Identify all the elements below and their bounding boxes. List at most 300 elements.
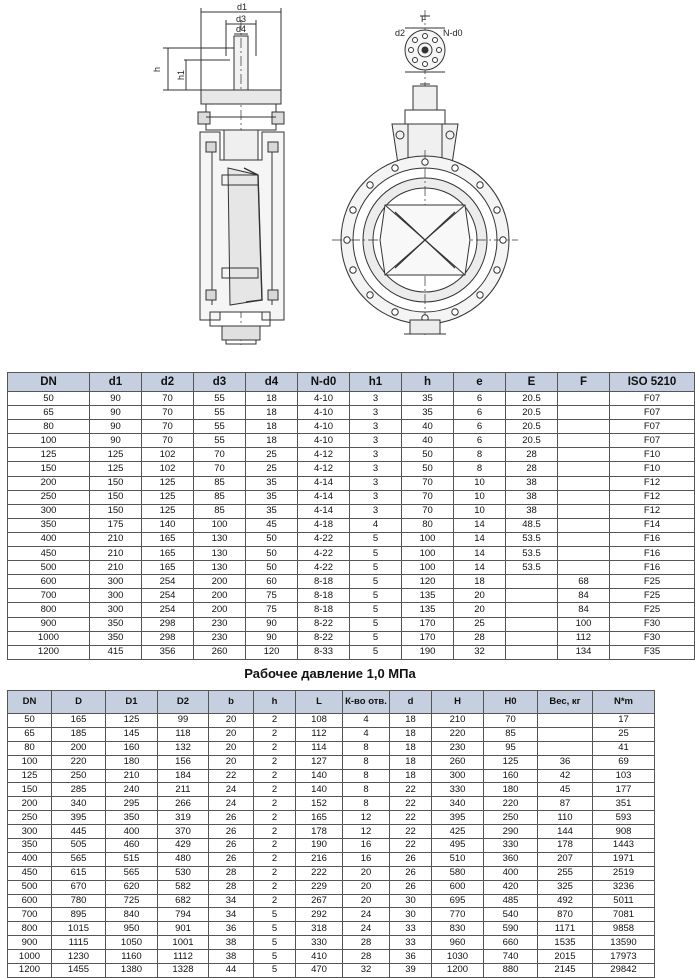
table-cell: 565 (106, 866, 158, 880)
table-row (8, 950, 655, 964)
table-cell: 25 (246, 462, 298, 476)
table-cell: 53.5 (506, 561, 558, 575)
table-row (8, 811, 655, 825)
table-cell: 2 (254, 866, 296, 880)
table1-header-cell: e (454, 373, 506, 392)
table-cell: 350 (90, 631, 142, 645)
table-cell: 178 (296, 825, 343, 839)
table-cell: 10 (454, 476, 506, 490)
table-cell: 24 (343, 908, 390, 922)
table-cell: 8-22 (298, 631, 350, 645)
table-cell: 90 (90, 434, 142, 448)
table-cell: F07 (610, 420, 695, 434)
table-cell: 85 (194, 476, 246, 490)
table-row (8, 603, 695, 617)
table-cell: 960 (432, 936, 484, 950)
table-cell (558, 532, 610, 546)
table-cell: 25 (246, 448, 298, 462)
table-cell: 300 (8, 825, 52, 839)
table-row (8, 462, 695, 476)
table-cell: 40 (402, 420, 454, 434)
table-cell: 150 (8, 462, 90, 476)
table-cell: 300 (90, 603, 142, 617)
table-cell: 1443 (593, 839, 655, 853)
table-cell: 250 (8, 811, 52, 825)
table-cell: 770 (432, 908, 484, 922)
table1-header-cell: E (506, 373, 558, 392)
table-cell: 8-33 (298, 645, 350, 659)
table-cell: F10 (610, 462, 695, 476)
table-cell: 20 (454, 589, 506, 603)
table-cell: 230 (432, 741, 484, 755)
side-view (163, 8, 284, 345)
table-row (8, 908, 655, 922)
table-cell: 2 (254, 769, 296, 783)
table-row (8, 420, 695, 434)
table-cell: 350 (106, 811, 158, 825)
table-cell: 112 (296, 727, 343, 741)
front-view (332, 10, 518, 335)
table-cell: 360 (484, 852, 538, 866)
table-row (8, 880, 655, 894)
table-cell: 26 (390, 880, 432, 894)
table-cell: 240 (106, 783, 158, 797)
table-cell: 150 (8, 783, 52, 797)
table-cell: 300 (90, 575, 142, 589)
table-cell: 3 (350, 476, 402, 490)
table-cell: 682 (158, 894, 209, 908)
table-cell: 895 (52, 908, 106, 922)
table-cell: 2 (254, 714, 296, 728)
table-cell: 150 (90, 504, 142, 518)
table2-header-cell: b (209, 691, 254, 714)
table-cell: 120 (246, 645, 298, 659)
table-cell: 130 (194, 532, 246, 546)
table-cell: 1328 (158, 964, 209, 978)
table-cell: 100 (402, 532, 454, 546)
table1-header-cell: d3 (194, 373, 246, 392)
table-cell: 351 (593, 797, 655, 811)
table2-header-cell: Вес, кг (538, 691, 593, 714)
table-row (8, 894, 655, 908)
table-cell: 200 (52, 741, 106, 755)
table-cell: 510 (432, 852, 484, 866)
table-cell: 38 (506, 476, 558, 490)
table-cell: 26 (209, 852, 254, 866)
table-cell: 395 (52, 811, 106, 825)
table-cell: 340 (432, 797, 484, 811)
table-cell: 84 (558, 603, 610, 617)
table-cell: 450 (8, 866, 52, 880)
table-cell (558, 462, 610, 476)
table-cell: 14 (454, 518, 506, 532)
table2-header-cell: h (254, 691, 296, 714)
table-cell: 1160 (106, 950, 158, 964)
table-cell: 400 (8, 852, 52, 866)
table-cell: 425 (432, 825, 484, 839)
table-row (8, 589, 695, 603)
table-cell: 165 (142, 547, 194, 561)
table2-header-cell: L (296, 691, 343, 714)
table-cell: F35 (610, 645, 695, 659)
table-cell (558, 448, 610, 462)
table-cell: 5 (350, 645, 402, 659)
table-cell: 20.5 (506, 392, 558, 406)
table-cell: 150 (90, 490, 142, 504)
table-cell: 22 (390, 811, 432, 825)
table-cell: 34 (209, 894, 254, 908)
table-cell: 36 (390, 950, 432, 964)
table-cell: 30 (390, 908, 432, 922)
table-cell: F25 (610, 575, 695, 589)
table2-header-cell: К-во отв. (343, 691, 390, 714)
table-cell: 125 (8, 448, 90, 462)
table-cell: 70 (194, 462, 246, 476)
table-cell: 901 (158, 922, 209, 936)
table-cell: 200 (194, 575, 246, 589)
table-row (8, 547, 695, 561)
table-cell: F07 (610, 406, 695, 420)
table-cell: 582 (158, 880, 209, 894)
table-cell: 20 (343, 880, 390, 894)
table1-header-cell: d2 (142, 373, 194, 392)
table-cell: 6 (454, 392, 506, 406)
table-cell: 600 (8, 894, 52, 908)
table-cell: 20 (343, 894, 390, 908)
table-cell: 87 (538, 797, 593, 811)
table-cell: 55 (194, 392, 246, 406)
table-cell (558, 504, 610, 518)
table-cell: 2 (254, 894, 296, 908)
table-cell: 800 (8, 922, 52, 936)
table-cell: 53.5 (506, 532, 558, 546)
table-cell: 18 (246, 392, 298, 406)
table-cell: 429 (158, 839, 209, 853)
table1-header-cell: d1 (90, 373, 142, 392)
table-cell: F16 (610, 547, 695, 561)
table-cell: 1971 (593, 852, 655, 866)
table-cell: 8-18 (298, 589, 350, 603)
table-cell: 210 (432, 714, 484, 728)
table-cell: 1171 (538, 922, 593, 936)
table-cell: 20 (343, 866, 390, 880)
table1-header-cell: N-d0 (298, 373, 350, 392)
table-cell: 8 (454, 462, 506, 476)
table-cell: 30 (390, 894, 432, 908)
table-cell: 220 (52, 755, 106, 769)
table-cell: 170 (402, 631, 454, 645)
table-cell: 130 (194, 547, 246, 561)
table-row (8, 741, 655, 755)
table-cell: 540 (484, 908, 538, 922)
table-row (8, 964, 655, 978)
table-cell: 17 (593, 714, 655, 728)
table-cell: 2145 (538, 964, 593, 978)
table-cell: 3 (350, 392, 402, 406)
table-cell: 8-22 (298, 617, 350, 631)
table-cell: 45 (246, 518, 298, 532)
table-cell: 4-10 (298, 434, 350, 448)
table-cell: 1535 (538, 936, 593, 950)
table-cell: 2 (254, 797, 296, 811)
table-cell: 5 (254, 908, 296, 922)
dim-label-d4: d4 (236, 24, 247, 34)
table-cell: 600 (8, 575, 90, 589)
table-cell: 144 (538, 825, 593, 839)
table-cell: 210 (106, 769, 158, 783)
table-cell (558, 392, 610, 406)
table-cell: 160 (484, 769, 538, 783)
table-cell: 298 (142, 617, 194, 631)
table-cell: 4-22 (298, 561, 350, 575)
table-cell: 395 (432, 811, 484, 825)
table2-header-cell: D1 (106, 691, 158, 714)
table-cell: 18 (390, 755, 432, 769)
table-cell: 20.5 (506, 420, 558, 434)
table-cell: 100 (402, 561, 454, 575)
table-cell: 800 (8, 603, 90, 617)
table-cell: F16 (610, 561, 695, 575)
table-cell: 80 (8, 420, 90, 434)
table-cell: 500 (8, 561, 90, 575)
table2-header-cell: d (390, 691, 432, 714)
table-cell: 28 (209, 880, 254, 894)
table-cell: 18 (390, 714, 432, 728)
table-cell: 2 (254, 755, 296, 769)
table-cell: 300 (8, 504, 90, 518)
table-row (8, 617, 695, 631)
table-cell: 670 (52, 880, 106, 894)
table-cell: 185 (52, 727, 106, 741)
table-cell: 3 (350, 448, 402, 462)
table-cell: 125 (90, 462, 142, 476)
table-cell: F14 (610, 518, 695, 532)
table-cell: 70 (142, 406, 194, 420)
table-cell: 140 (296, 769, 343, 783)
table-cell: 3236 (593, 880, 655, 894)
table-cell (506, 617, 558, 631)
table-cell: 5011 (593, 894, 655, 908)
table-cell: 590 (484, 922, 538, 936)
table-cell: 260 (194, 645, 246, 659)
table-cell: 200 (194, 589, 246, 603)
table-cell: 50 (246, 547, 298, 561)
table-cell: 20 (209, 727, 254, 741)
table-cell: 4 (343, 727, 390, 741)
table-row (8, 839, 655, 853)
table-cell: 50 (402, 462, 454, 476)
table-cell: 125 (8, 769, 52, 783)
table-cell: 100 (402, 547, 454, 561)
table-cell: 8 (454, 448, 506, 462)
table-cell: 3 (350, 406, 402, 420)
table-row (8, 631, 695, 645)
table-cell: 170 (402, 617, 454, 631)
table-cell (506, 575, 558, 589)
table-cell: 1200 (8, 645, 90, 659)
table-cell: 152 (296, 797, 343, 811)
table-cell: 35 (246, 504, 298, 518)
table-cell: 1000 (8, 950, 52, 964)
table-cell: 85 (484, 727, 538, 741)
table-cell: 8 (343, 797, 390, 811)
table-cell: 102 (142, 448, 194, 462)
table-cell (558, 434, 610, 448)
table-cell: 38 (506, 504, 558, 518)
table-cell: 45 (538, 783, 593, 797)
table-cell: 55 (194, 434, 246, 448)
table-cell: 14 (454, 547, 506, 561)
table-cell: 400 (484, 866, 538, 880)
table-cell: 210 (90, 561, 142, 575)
table-cell: 184 (158, 769, 209, 783)
table-cell: 900 (8, 617, 90, 631)
table-cell: 229 (296, 880, 343, 894)
table-cell: 285 (52, 783, 106, 797)
table-cell (506, 631, 558, 645)
table-cell: 125 (106, 714, 158, 728)
table-cell: 4-22 (298, 532, 350, 546)
table-row (8, 645, 695, 659)
table-cell: 8-18 (298, 603, 350, 617)
table-cell: 222 (296, 866, 343, 880)
table-cell: 150 (90, 476, 142, 490)
table-cell: 38 (209, 936, 254, 950)
table-cell: 620 (106, 880, 158, 894)
table-cell: 90 (246, 631, 298, 645)
table-cell: 600 (432, 880, 484, 894)
table-cell: 6 (454, 420, 506, 434)
table-cell: 1050 (106, 936, 158, 950)
dim-label-d3: d3 (236, 14, 247, 24)
table-cell: 24 (209, 783, 254, 797)
table-cell: 110 (538, 811, 593, 825)
table-cell: 410 (296, 950, 343, 964)
table-cell: 20.5 (506, 406, 558, 420)
table-cell: 4 (350, 518, 402, 532)
table-cell: 325 (538, 880, 593, 894)
table2-header-cell: H0 (484, 691, 538, 714)
table-cell: 180 (106, 755, 158, 769)
table-cell: 505 (52, 839, 106, 853)
table-cell: 700 (8, 589, 90, 603)
table-cell: 250 (484, 811, 538, 825)
table-cell: 18 (246, 420, 298, 434)
table-cell: 20 (454, 603, 506, 617)
table-cell: 1380 (106, 964, 158, 978)
table-cell: 33 (390, 922, 432, 936)
table-cell: 580 (432, 866, 484, 880)
table-cell (558, 476, 610, 490)
table-cell: 908 (593, 825, 655, 839)
table-cell: 34 (209, 908, 254, 922)
table-cell: 4-18 (298, 518, 350, 532)
table-cell: 5 (254, 964, 296, 978)
table-cell: 2 (254, 741, 296, 755)
table-cell: 880 (484, 964, 538, 978)
table-cell: 470 (296, 964, 343, 978)
table-row (8, 797, 655, 811)
table-cell: 20 (209, 714, 254, 728)
table-cell: 127 (296, 755, 343, 769)
table-cell: 4-14 (298, 504, 350, 518)
table-cell: 593 (593, 811, 655, 825)
table-cell: 70 (142, 392, 194, 406)
table-cell: 35 (402, 406, 454, 420)
table-cell: 165 (142, 532, 194, 546)
table-cell: 60 (246, 575, 298, 589)
table-row (8, 922, 655, 936)
table-cell: 22 (390, 839, 432, 853)
table-cell: 254 (142, 603, 194, 617)
table-cell: 18 (390, 727, 432, 741)
table-row (8, 825, 655, 839)
table-cell: 740 (484, 950, 538, 964)
table-cell: 190 (402, 645, 454, 659)
table-cell: 200 (194, 603, 246, 617)
table-row (8, 714, 655, 728)
table-cell: 267 (296, 894, 343, 908)
table-cell: 330 (484, 839, 538, 853)
table-cell: 950 (106, 922, 158, 936)
table-cell: 16 (343, 852, 390, 866)
table-cell: 99 (158, 714, 209, 728)
table-cell: 230 (194, 617, 246, 631)
table-cell: 90 (90, 420, 142, 434)
table-cell: 35 (246, 476, 298, 490)
table-cell: 165 (296, 811, 343, 825)
table-cell: 28 (343, 950, 390, 964)
table-cell (506, 603, 558, 617)
table-cell: 250 (52, 769, 106, 783)
table-cell: 615 (52, 866, 106, 880)
table-cell: 260 (432, 755, 484, 769)
table-cell: 33 (390, 936, 432, 950)
table-cell: 70 (402, 504, 454, 518)
table-cell: 95 (484, 741, 538, 755)
table-cell: 12 (343, 825, 390, 839)
table-cell: 70 (484, 714, 538, 728)
table-cell: 220 (484, 797, 538, 811)
table-cell: 108 (296, 714, 343, 728)
table-cell: 125 (142, 504, 194, 518)
table-cell: F12 (610, 504, 695, 518)
table-cell: 70 (194, 448, 246, 462)
table-cell: 20 (209, 741, 254, 755)
table-cell: 16 (343, 839, 390, 853)
table-cell: 330 (432, 783, 484, 797)
table-cell: 90 (90, 392, 142, 406)
table-cell (558, 518, 610, 532)
table1-header-row (8, 373, 695, 392)
table-cell: 700 (8, 908, 52, 922)
table-cell: 2 (254, 811, 296, 825)
table-cell: 5 (350, 532, 402, 546)
table-cell: 370 (158, 825, 209, 839)
table-cell: 565 (52, 852, 106, 866)
table-cell: 29842 (593, 964, 655, 978)
table2-header-cell: D2 (158, 691, 209, 714)
table-cell: 780 (52, 894, 106, 908)
table-cell (506, 589, 558, 603)
table-cell: 42 (538, 769, 593, 783)
table-cell: 5 (350, 575, 402, 589)
table-cell: 356 (142, 645, 194, 659)
table2-title: Рабочее давление 1,0 МПа (244, 666, 416, 681)
table-cell: 292 (296, 908, 343, 922)
table-cell: 160 (106, 741, 158, 755)
table-cell: 200 (8, 476, 90, 490)
